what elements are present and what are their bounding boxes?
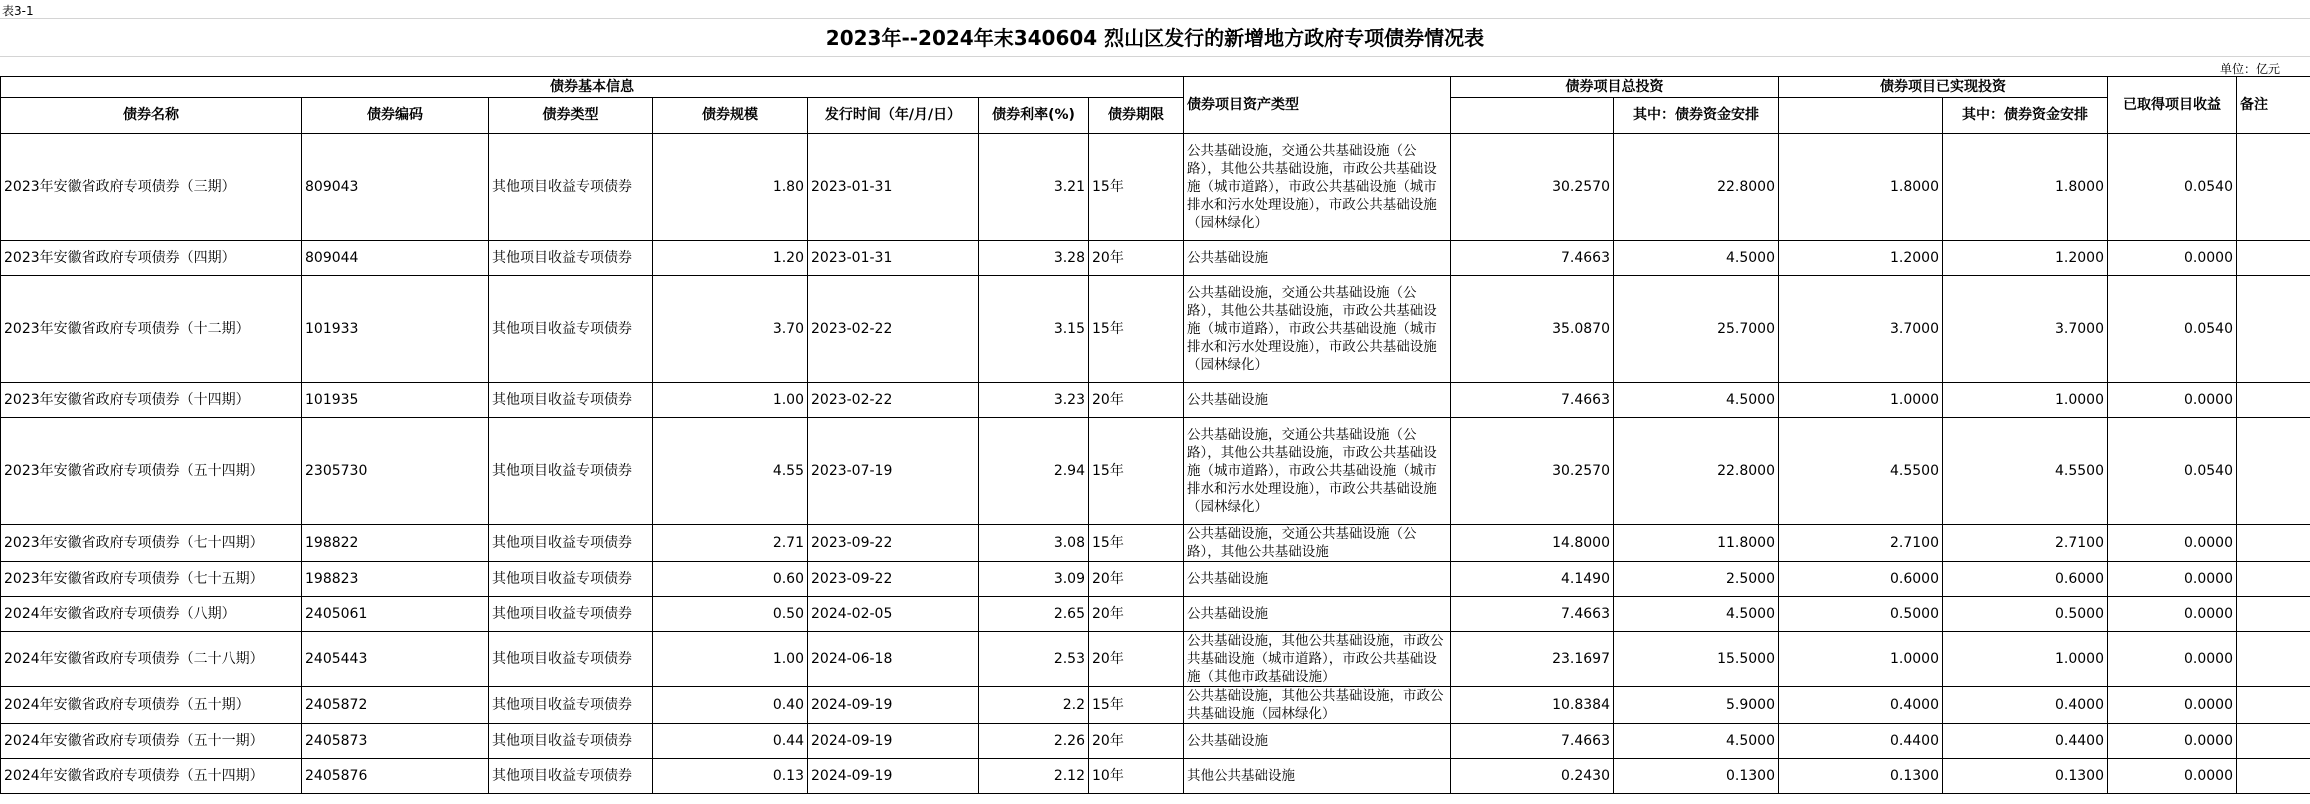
row-income: 0.0000 (2108, 562, 2237, 597)
header-term: 债券期限 (1089, 98, 1184, 134)
row-remark (2237, 687, 2310, 724)
table-row (1, 383, 2310, 418)
row-type: 其他项目收益专项债券 (489, 597, 653, 632)
row-remark (2237, 562, 2310, 597)
table-row (1, 562, 2310, 597)
page-title: 2023年--2024年末340604 烈山区发行的新增地方政府专项债券情况表 (825, 26, 1485, 50)
row-scale: 2.71 (653, 525, 808, 562)
table-row (1, 687, 2310, 724)
header-code: 债券编码 (302, 98, 489, 134)
row-total: 7.4663 (1451, 383, 1614, 418)
row-asset: 公共基础设施 (1184, 597, 1451, 632)
row-total-fund: 4.5000 (1614, 241, 1779, 276)
row-income: 0.0540 (2108, 134, 2237, 241)
row-term: 20年 (1089, 241, 1184, 276)
header-group-total: 债券项目总投资 (1451, 77, 1779, 98)
row-total-fund: 0.1300 (1614, 759, 1779, 794)
row-code: 809044 (302, 241, 489, 276)
table-row (1, 525, 2310, 562)
row-realized: 0.4000 (1779, 687, 1943, 724)
row-realized-fund: 1.2000 (1943, 241, 2108, 276)
row-total: 23.1697 (1451, 632, 1614, 687)
row-date: 2024-09-19 (808, 687, 979, 724)
row-income: 0.0000 (2108, 632, 2237, 687)
row-type: 其他项目收益专项债券 (489, 418, 653, 525)
row-name: 2023年安徽省政府专项债券（三期） (1, 134, 302, 241)
row-realized-fund: 1.8000 (1943, 134, 2108, 241)
header-name: 债券名称 (1, 98, 302, 134)
row-rate: 3.09 (979, 562, 1089, 597)
row-name: 2023年安徽省政府专项债券（十二期） (1, 276, 302, 383)
header-realized-fund: 其中：债券资金安排 (1943, 98, 2108, 134)
row-remark (2237, 724, 2310, 759)
table-row (1, 597, 2310, 632)
row-total: 30.2570 (1451, 418, 1614, 525)
header-total-placeholder (1451, 98, 1614, 134)
row-date: 2024-02-05 (808, 597, 979, 632)
table-row (1, 276, 2310, 383)
row-realized: 3.7000 (1779, 276, 1943, 383)
row-term: 20年 (1089, 562, 1184, 597)
row-asset: 公共基础设施，交通公共基础设施（公路），其他公共基础设施，市政公共基础设施（城市道路），市政公共基础设施（城市排水和污水处理设施），市政公共基础设施（园林绿化） (1184, 276, 1451, 383)
row-realized: 2.7100 (1779, 525, 1943, 562)
row-name: 2024年安徽省政府专项债券（五十期） (1, 687, 302, 724)
row-rate: 2.94 (979, 418, 1089, 525)
row-remark (2237, 525, 2310, 562)
row-remark (2237, 383, 2310, 418)
row-rate: 2.26 (979, 724, 1089, 759)
row-rate: 3.08 (979, 525, 1089, 562)
row-realized: 0.1300 (1779, 759, 1943, 794)
row-scale: 1.00 (653, 383, 808, 418)
row-remark (2237, 759, 2310, 794)
row-date: 2024-06-18 (808, 632, 979, 687)
row-code: 2405876 (302, 759, 489, 794)
row-realized: 0.5000 (1779, 597, 1943, 632)
row-code: 2405873 (302, 724, 489, 759)
row-total: 14.8000 (1451, 525, 1614, 562)
row-total: 7.4663 (1451, 241, 1614, 276)
row-total-fund: 4.5000 (1614, 383, 1779, 418)
row-code: 2405872 (302, 687, 489, 724)
row-realized-fund: 1.0000 (1943, 632, 2108, 687)
row-realized-fund: 0.4000 (1943, 687, 2108, 724)
row-income: 0.0540 (2108, 418, 2237, 525)
row-realized-fund: 1.0000 (1943, 383, 2108, 418)
row-realized-fund: 2.7100 (1943, 525, 2108, 562)
row-name: 2023年安徽省政府专项债券（五十四期） (1, 418, 302, 525)
row-realized-fund: 0.4400 (1943, 724, 2108, 759)
row-term: 15年 (1089, 687, 1184, 724)
row-date: 2023-07-19 (808, 418, 979, 525)
row-realized: 1.2000 (1779, 241, 1943, 276)
row-date: 2024-09-19 (808, 724, 979, 759)
row-realized: 1.8000 (1779, 134, 1943, 241)
row-rate: 2.65 (979, 597, 1089, 632)
row-rate: 2.53 (979, 632, 1089, 687)
row-realized: 4.5500 (1779, 418, 1943, 525)
row-type: 其他项目收益专项债券 (489, 562, 653, 597)
row-name: 2024年安徽省政府专项债券（二十八期） (1, 632, 302, 687)
row-scale: 4.55 (653, 418, 808, 525)
row-asset: 公共基础设施 (1184, 383, 1451, 418)
table-row (1, 632, 2310, 687)
row-total: 0.2430 (1451, 759, 1614, 794)
header-scale: 债券规模 (653, 98, 808, 134)
row-name: 2023年安徽省政府专项债券（十四期） (1, 383, 302, 418)
row-name: 2024年安徽省政府专项债券（五十一期） (1, 724, 302, 759)
row-income: 0.0000 (2108, 383, 2237, 418)
row-asset: 公共基础设施 (1184, 724, 1451, 759)
row-code: 2405061 (302, 597, 489, 632)
row-total: 7.4663 (1451, 597, 1614, 632)
row-term: 20年 (1089, 724, 1184, 759)
row-name: 2024年安徽省政府专项债券（八期） (1, 597, 302, 632)
row-asset: 公共基础设施 (1184, 562, 1451, 597)
row-realized-fund: 3.7000 (1943, 276, 2108, 383)
row-income: 0.0000 (2108, 241, 2237, 276)
row-code: 101935 (302, 383, 489, 418)
row-realized-fund: 0.5000 (1943, 597, 2108, 632)
header-group-realized: 债券项目已实现投资 (1779, 77, 2108, 98)
row-asset: 公共基础设施，其他公共基础设施，市政公共基础设施（城市道路），市政公共基础设施（其他市政基础设施） (1184, 632, 1451, 687)
row-income: 0.0000 (2108, 759, 2237, 794)
row-code: 2405443 (302, 632, 489, 687)
row-remark (2237, 632, 2310, 687)
row-term: 20年 (1089, 632, 1184, 687)
row-type: 其他项目收益专项债券 (489, 383, 653, 418)
row-remark (2237, 276, 2310, 383)
row-term: 15年 (1089, 418, 1184, 525)
row-income: 0.0000 (2108, 687, 2237, 724)
row-scale: 0.50 (653, 597, 808, 632)
row-rate: 3.28 (979, 241, 1089, 276)
row-name: 2024年安徽省政府专项债券（五十四期） (1, 759, 302, 794)
row-realized-fund: 0.1300 (1943, 759, 2108, 794)
row-term: 15年 (1089, 276, 1184, 383)
row-date: 2023-01-31 (808, 134, 979, 241)
row-term: 20年 (1089, 597, 1184, 632)
row-type: 其他项目收益专项债券 (489, 276, 653, 383)
row-term: 15年 (1089, 525, 1184, 562)
row-code: 101933 (302, 276, 489, 383)
gridline (0, 18, 2310, 19)
row-income: 0.0540 (2108, 276, 2237, 383)
header-issue-date: 发行时间（年/月/日） (808, 98, 979, 134)
row-scale: 1.20 (653, 241, 808, 276)
row-scale: 0.13 (653, 759, 808, 794)
row-total: 10.8384 (1451, 687, 1614, 724)
row-total-fund: 11.8000 (1614, 525, 1779, 562)
row-asset: 公共基础设施，其他公共基础设施，市政公共基础设施（园林绿化） (1184, 687, 1451, 724)
row-asset: 其他公共基础设施 (1184, 759, 1451, 794)
row-total-fund: 4.5000 (1614, 597, 1779, 632)
row-realized-fund: 4.5500 (1943, 418, 2108, 525)
row-asset: 公共基础设施 (1184, 241, 1451, 276)
row-total-fund: 22.8000 (1614, 134, 1779, 241)
row-income: 0.0000 (2108, 525, 2237, 562)
row-name: 2023年安徽省政府专项债券（七十五期） (1, 562, 302, 597)
row-code: 809043 (302, 134, 489, 241)
row-total-fund: 4.5000 (1614, 724, 1779, 759)
row-date: 2023-02-22 (808, 383, 979, 418)
row-income: 0.0000 (2108, 597, 2237, 632)
row-realized: 1.0000 (1779, 383, 1943, 418)
row-scale: 1.00 (653, 632, 808, 687)
row-type: 其他项目收益专项债券 (489, 632, 653, 687)
row-asset: 公共基础设施，交通公共基础设施（公路），其他公共基础设施，市政公共基础设施（城市道路），市政公共基础设施（城市排水和污水处理设施），市政公共基础设施（园林绿化） (1184, 418, 1451, 525)
row-code: 198823 (302, 562, 489, 597)
row-rate: 2.12 (979, 759, 1089, 794)
header-income: 已取得项目收益 (2108, 77, 2237, 134)
table-row (1, 724, 2310, 759)
row-realized-fund: 0.6000 (1943, 562, 2108, 597)
row-rate: 3.15 (979, 276, 1089, 383)
row-date: 2023-09-22 (808, 562, 979, 597)
row-term: 20年 (1089, 383, 1184, 418)
row-rate: 3.23 (979, 383, 1089, 418)
row-total-fund: 5.9000 (1614, 687, 1779, 724)
row-realized: 1.0000 (1779, 632, 1943, 687)
row-type: 其他项目收益专项债券 (489, 134, 653, 241)
sheet-tag: 表3-1 (2, 4, 34, 18)
row-term: 10年 (1089, 759, 1184, 794)
row-type: 其他项目收益专项债券 (489, 241, 653, 276)
row-total: 35.0870 (1451, 276, 1614, 383)
row-total: 4.1490 (1451, 562, 1614, 597)
row-code: 2305730 (302, 418, 489, 525)
row-total-fund: 2.5000 (1614, 562, 1779, 597)
row-date: 2023-09-22 (808, 525, 979, 562)
row-remark (2237, 418, 2310, 525)
row-total: 7.4663 (1451, 724, 1614, 759)
header-asset-type: 债券项目资产类型 (1184, 77, 1451, 134)
row-income: 0.0000 (2108, 724, 2237, 759)
table-body (1, 134, 2310, 794)
row-rate: 3.21 (979, 134, 1089, 241)
row-type: 其他项目收益专项债券 (489, 759, 653, 794)
row-total-fund: 22.8000 (1614, 418, 1779, 525)
header-realized-placeholder (1779, 98, 1943, 134)
row-code: 198822 (302, 525, 489, 562)
row-name: 2023年安徽省政府专项债券（四期） (1, 241, 302, 276)
row-realized: 0.4400 (1779, 724, 1943, 759)
header-total-fund: 其中：债券资金安排 (1614, 98, 1779, 134)
row-total-fund: 15.5000 (1614, 632, 1779, 687)
row-asset: 公共基础设施，交通公共基础设施（公路），其他公共基础设施 (1184, 525, 1451, 562)
header-group-basic: 债券基本信息 (1, 77, 1184, 98)
row-scale: 3.70 (653, 276, 808, 383)
row-name: 2023年安徽省政府专项债券（七十四期） (1, 525, 302, 562)
row-scale: 0.40 (653, 687, 808, 724)
row-scale: 0.60 (653, 562, 808, 597)
row-scale: 0.44 (653, 724, 808, 759)
row-total-fund: 25.7000 (1614, 276, 1779, 383)
table-row (1, 418, 2310, 525)
table-row (1, 241, 2310, 276)
row-term: 15年 (1089, 134, 1184, 241)
header-remark: 备注 (2237, 77, 2310, 134)
row-type: 其他项目收益专项债券 (489, 687, 653, 724)
row-remark (2237, 241, 2310, 276)
row-remark (2237, 134, 2310, 241)
row-date: 2023-01-31 (808, 241, 979, 276)
header-rate: 债券利率(%) (979, 98, 1089, 134)
row-type: 其他项目收益专项债券 (489, 525, 653, 562)
row-scale: 1.80 (653, 134, 808, 241)
bond-table (0, 76, 2310, 794)
row-type: 其他项目收益专项债券 (489, 724, 653, 759)
row-asset: 公共基础设施，交通公共基础设施（公路），其他公共基础设施，市政公共基础设施（城市道路），市政公共基础设施（城市排水和污水处理设施），市政公共基础设施（园林绿化） (1184, 134, 1451, 241)
table-row (1, 134, 2310, 241)
row-total: 30.2570 (1451, 134, 1614, 241)
row-remark (2237, 597, 2310, 632)
row-date: 2024-09-19 (808, 759, 979, 794)
table-row (1, 759, 2310, 794)
row-realized: 0.6000 (1779, 562, 1943, 597)
gridline (0, 56, 2310, 57)
unit-label: 单位：亿元 (2219, 62, 2280, 76)
header-type: 债券类型 (489, 98, 653, 134)
row-date: 2023-02-22 (808, 276, 979, 383)
row-rate: 2.2 (979, 687, 1089, 724)
